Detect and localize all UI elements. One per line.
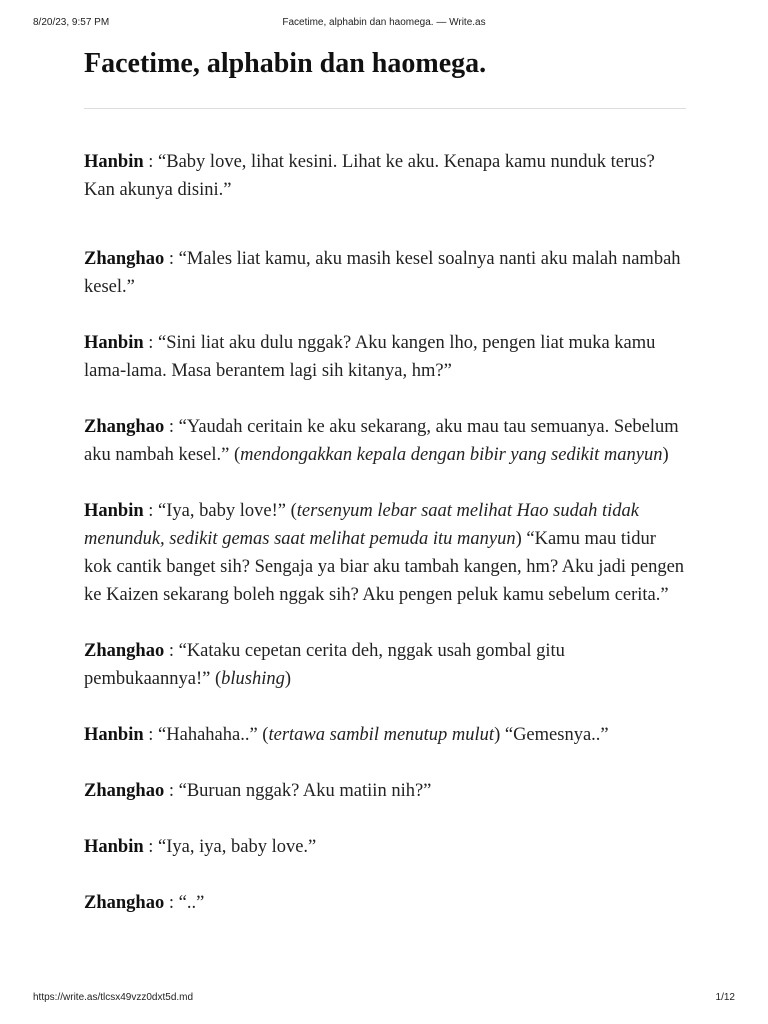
speaker-name: Zhanghao: [84, 781, 165, 801]
speaker-name: Hanbin: [84, 333, 144, 353]
dialogue-line: [84, 777, 686, 805]
speaker-separator: :: [143, 152, 159, 172]
print-url: https://write.as/tlcsx49vzz0dxt5d.md: [33, 992, 194, 1003]
speaker-separator: :: [143, 333, 159, 353]
dialogue-line: [84, 721, 686, 749]
dialogue-text: “Hahahaha..” (: [158, 725, 269, 745]
dialogue-text: “Iya, iya, baby love.”: [158, 837, 317, 857]
speaker-name: Zhanghao: [84, 249, 165, 269]
speaker-name: Hanbin: [84, 725, 144, 745]
dialogue-line: [84, 889, 686, 917]
dialogue-text-after: ) “Kamu mau tidur kok cantik banget sih? Sengaja ya biar aku tambah kangen, hm? Aku jadi pengen ke Kaizen sekarang boleh nggak sih? Aku pengen peluk kamu sebelum cerita.”: [84, 529, 685, 605]
speaker-name: Zhanghao: [84, 893, 165, 913]
stage-direction: tersenyum lebar saat melihat Hao sudah tidak menunduk, sedikit gemas saat melihat pemuda itu manyun: [84, 501, 639, 549]
stage-direction: mendongakkan kepala dengan bibir yang sedikit manyun: [240, 445, 663, 465]
speaker-separator: :: [143, 837, 159, 857]
dialogue-text-after: ): [662, 445, 669, 465]
post-title: Facetime, alphabin dan haomega.: [84, 48, 487, 79]
speaker-name: Hanbin: [84, 501, 144, 521]
dialogue-line: [84, 413, 686, 469]
dialogue-line: [84, 497, 686, 609]
speaker-separator: :: [164, 249, 179, 269]
speaker-separator: :: [143, 501, 159, 521]
speaker-separator: :: [164, 893, 179, 913]
stage-direction: tertawa sambil menutup mulut: [268, 725, 495, 745]
dialogue-text: “Baby love, lihat kesini. Lihat ke aku. Kenapa kamu nunduk terus? Kan akunya disini.”: [84, 152, 655, 200]
print-header: [33, 17, 735, 31]
dialogue-text: “Buruan nggak? Aku matiin nih?”: [178, 781, 432, 801]
dialogue-line: [84, 148, 686, 204]
speaker-separator: :: [143, 725, 159, 745]
print-document-title: Facetime, alphabin dan haomega. — Write.as: [282, 17, 486, 28]
dialogue-line: [84, 245, 686, 301]
dialogue-text-after: ): [284, 669, 292, 689]
post-body: [84, 148, 686, 945]
dialogue-text: “Kataku cepetan cerita deh, nggak usah gombal gitu pembukaannya!” (: [84, 641, 565, 689]
stage-direction: blushing: [221, 669, 285, 689]
page-number: 1/12: [715, 992, 735, 1003]
dialogue-line: [84, 329, 686, 385]
dialogue-text: “Males liat kamu, aku masih kesel soalnya nanti aku malah nambah kesel.”: [84, 249, 681, 297]
print-footer: [33, 992, 735, 1006]
speaker-name: Hanbin: [84, 837, 144, 857]
speaker-separator: :: [164, 417, 179, 437]
dialogue-text: “Iya, baby love!” (: [158, 501, 297, 521]
title-divider: [84, 108, 686, 109]
print-datetime: 8/20/23, 9:57 PM: [33, 17, 110, 28]
speaker-name: Zhanghao: [84, 417, 165, 437]
speaker-separator: :: [164, 781, 179, 801]
dialogue-text-after: ) “Gemesnya..”: [494, 725, 609, 745]
dialogue-text: “Yaudah ceritain ke aku sekarang, aku mau tau semuanya. Sebelum aku nambah kesel.” (: [84, 417, 679, 465]
speaker-name: Hanbin: [84, 152, 144, 172]
dialogue-text: “..”: [178, 893, 205, 913]
dialogue-text: “Sini liat aku dulu nggak? Aku kangen lho, pengen liat muka kamu lama-lama. Masa berantem lagi sih kitanya, hm?”: [84, 333, 656, 381]
speaker-separator: :: [164, 641, 179, 661]
speaker-name: Zhanghao: [84, 641, 165, 661]
dialogue-line: [84, 637, 686, 693]
dialogue-line: [84, 833, 686, 861]
